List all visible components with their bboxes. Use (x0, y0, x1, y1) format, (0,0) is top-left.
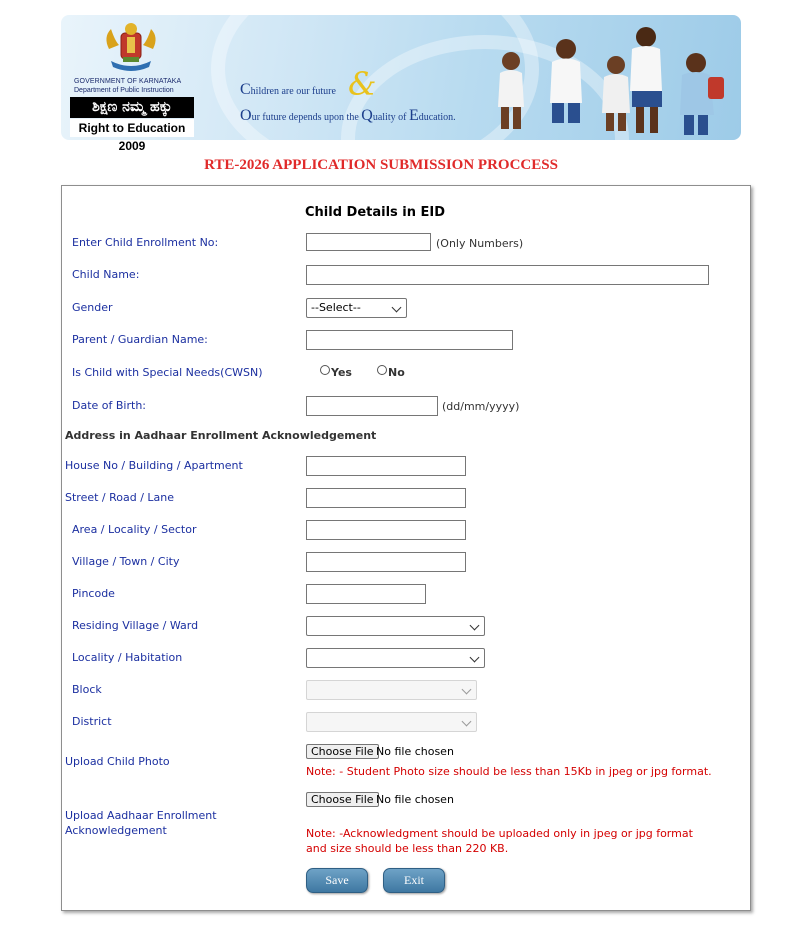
tagline-ampersand: & (348, 65, 377, 103)
kannada-slogan: ಶಿಕ್ಷಣ ನಮ್ಮ ಹಕ್ಕು (70, 97, 194, 118)
karnataka-emblem-icon (101, 19, 161, 77)
exit-button[interactable]: Exit (383, 868, 445, 893)
cwsn-yes-radio[interactable] (320, 365, 330, 375)
save-button[interactable]: Save (306, 868, 368, 893)
chevron-down-icon (470, 621, 480, 631)
dob-hint: (dd/mm/yyyy) (442, 400, 520, 413)
header-banner (61, 15, 741, 153)
government-label: GOVERNMENT OF KARNATAKA (74, 78, 182, 85)
chevron-down-icon (470, 653, 480, 663)
photo-upload-label: Upload Child Photo (65, 755, 170, 768)
cwsn-no-label: No (388, 366, 405, 379)
enrollment-label: Enter Child Enrollment No: (72, 236, 219, 249)
ward-label: Residing Village / Ward (72, 619, 199, 632)
children-photo (486, 15, 741, 140)
aadhaar-note: Note: -Acknowledgment should be uploaded only in jpeg or jpg format and size should be less than 220 KB. (306, 827, 693, 855)
ward-select[interactable] (306, 616, 485, 636)
child-name-label: Child Name: (72, 268, 140, 281)
block-select[interactable] (306, 680, 477, 700)
house-label: House No / Building / Apartment (65, 459, 243, 472)
enrollment-hint: (Only Numbers) (436, 237, 524, 250)
chevron-down-icon (392, 303, 402, 313)
area-input[interactable] (306, 520, 466, 540)
block-label: Block (72, 683, 102, 696)
aadhaar-file-status: No file chosen (376, 793, 454, 806)
street-label: Street / Road / Lane (65, 491, 175, 504)
habitation-label: Locality / Habitation (72, 651, 183, 664)
gender-selected-value: --Select-- (311, 301, 361, 314)
cwsn-label: Is Child with Special Needs(CWSN) (72, 366, 263, 379)
gender-select[interactable] (306, 298, 407, 318)
photo-file-status: No file chosen (376, 745, 454, 758)
photo-choose-file-button[interactable]: Choose File (306, 744, 379, 759)
tagline-line-1: Children are our future (240, 81, 336, 98)
district-select[interactable] (306, 712, 477, 732)
street-input[interactable] (306, 488, 466, 508)
department-label: Department of Public Instruction (74, 87, 174, 94)
area-label: Area / Locality / Sector (72, 523, 197, 536)
chevron-down-icon (462, 685, 472, 695)
village-input[interactable] (306, 552, 466, 572)
habitation-select[interactable] (306, 648, 485, 668)
house-input[interactable] (306, 456, 466, 476)
aadhaar-choose-file-button[interactable]: Choose File (306, 792, 379, 807)
act-label: Right to Education 2009 (70, 119, 194, 137)
dob-label: Date of Birth: (72, 399, 147, 412)
pincode-input[interactable] (306, 584, 426, 604)
gender-label: Gender (72, 301, 113, 314)
cwsn-yes-label: Yes (331, 366, 352, 379)
cwsn-no-radio[interactable] (377, 365, 387, 375)
parent-name-input[interactable] (306, 330, 513, 350)
dob-input[interactable] (306, 396, 438, 416)
child-name-input[interactable] (306, 265, 709, 285)
parent-label: Parent / Guardian Name: (72, 333, 208, 346)
tagline-line-2: Our future depends upon the Quality of Education. (240, 107, 456, 124)
section-title: Child Details in EID (305, 205, 446, 220)
photo-note: Note: - Student Photo size should be less than 15Kb in jpeg or jpg format. (306, 765, 712, 778)
aadhaar-upload-label: Upload Aadhaar Enrollment Acknowledgement (65, 809, 217, 837)
page-title: RTE-2026 APPLICATION SUBMISSION PROCCESS (204, 157, 558, 173)
chevron-down-icon (462, 717, 472, 727)
enrollment-input[interactable] (306, 233, 431, 251)
pincode-label: Pincode (72, 587, 115, 600)
village-label: Village / Town / City (72, 555, 180, 568)
address-heading: Address in Aadhaar Enrollment Acknowledgement (65, 429, 377, 442)
district-label: District (72, 715, 112, 728)
